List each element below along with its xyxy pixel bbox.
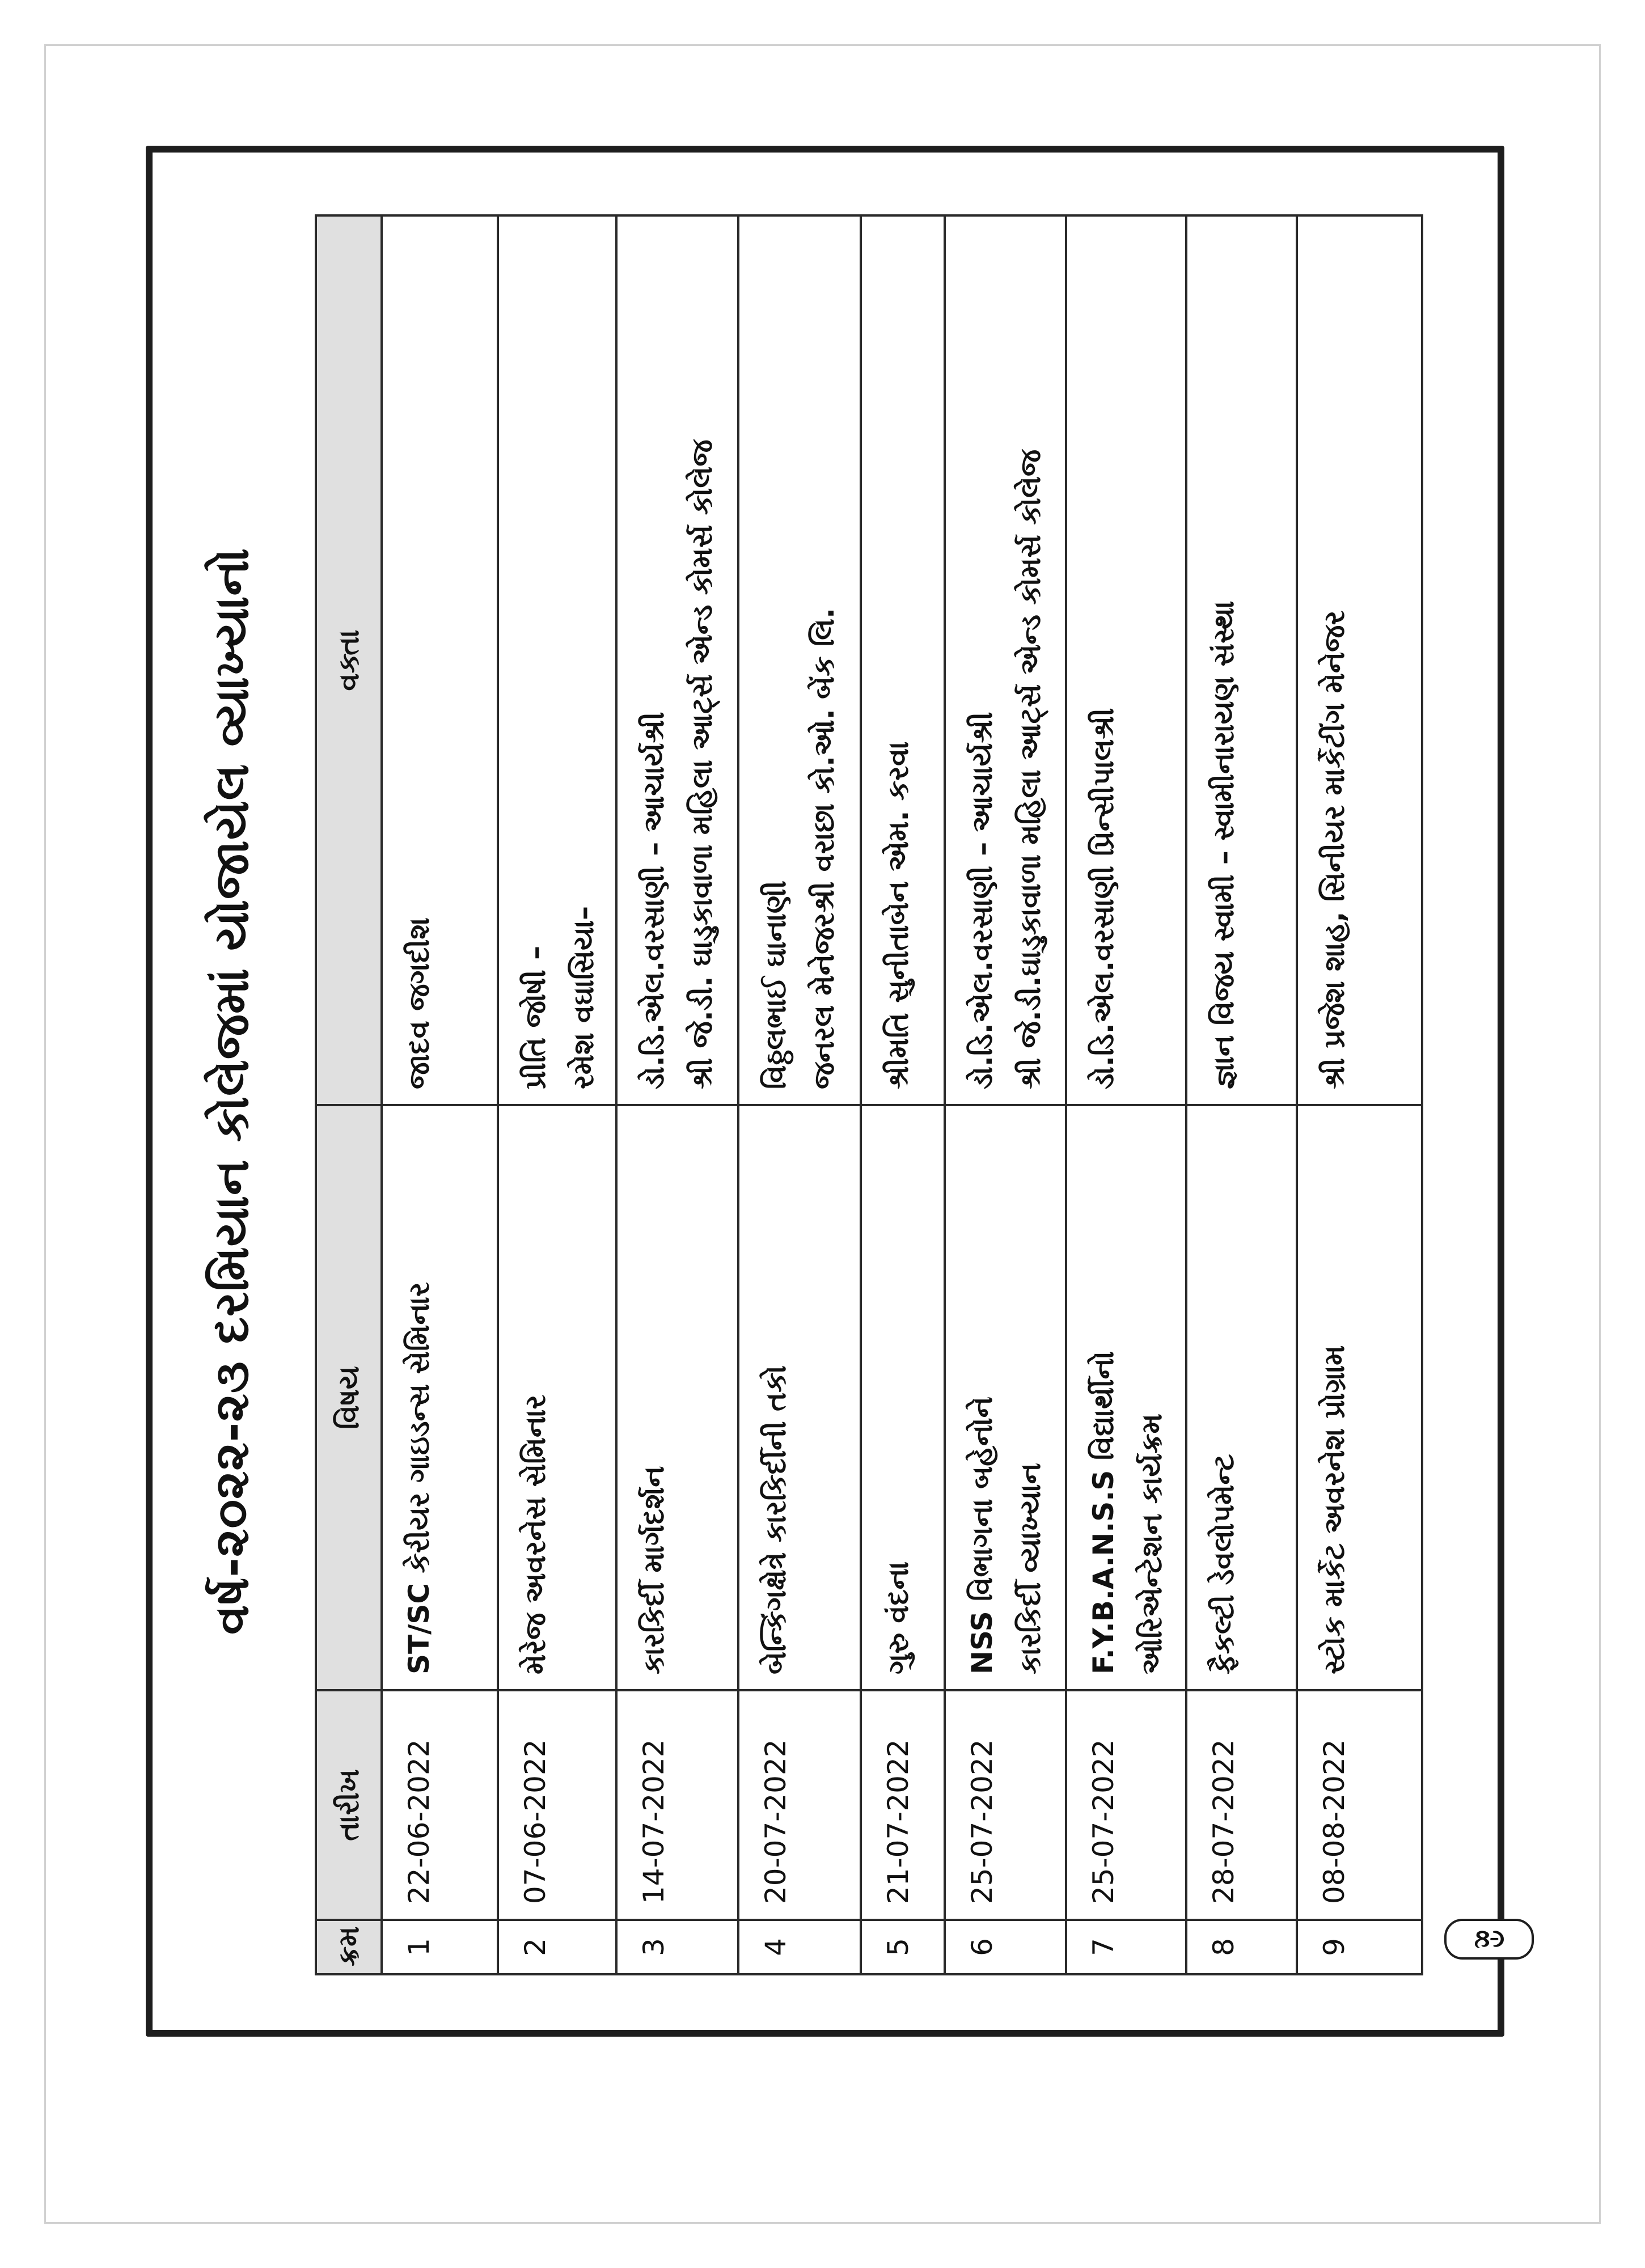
- cell-speaker: [498, 215, 616, 1105]
- cell-date: 25-07-2022: [945, 1690, 1066, 1920]
- cell-subject: [382, 1105, 498, 1690]
- speaker-line: જનરલ મેનેજરશ્રી વરાછા કો.ઓ. બેંક લિ.: [807, 607, 840, 1089]
- subject-line: ફૈકલ્ટી ડેવલોપમેન્ટ: [1207, 1454, 1240, 1674]
- cell-speaker: [945, 215, 1066, 1105]
- cell-subject: [616, 1105, 738, 1690]
- subject-line: NSS વિભાગના બહેનોને: [966, 1397, 999, 1674]
- speaker-line: શ્રી જે.ડી.ઘાડુકાવાળા મહિલા આર્ટ્સ એન્ડ કોમર્સ કોલેજ: [1013, 449, 1047, 1089]
- subject-line: ગુરુ વંદના: [882, 1561, 915, 1674]
- table-row: [1186, 215, 1297, 1974]
- subject-line: F.Y.B.A.N.S.S વિદ્યાર્થીનો: [1087, 1351, 1120, 1674]
- cell-serial: 4: [738, 1920, 861, 1974]
- subject-line: ઓરિએન્ટેશન કાર્યક્રમ: [1135, 1414, 1168, 1674]
- cell-serial: 8: [1186, 1920, 1297, 1974]
- col-header-serial: ક્રમ: [316, 1920, 382, 1974]
- cell-speaker: [738, 215, 861, 1105]
- speaker-line: ડો.ડિ.એલ.વરસાણી પ્રિન્સીપાલશ્રી: [1087, 708, 1120, 1089]
- speaker-line: પ્રીતિ જોષી –: [519, 945, 552, 1089]
- page-title: વર્ષ-૨૦૨૨-૨૩ દરમિયાન કોલેજમાં યોજાયેલ વ્યાખ્યાનો: [204, 547, 259, 1635]
- col-header-date: તારીખ: [316, 1690, 382, 1920]
- table-header-row: [316, 215, 382, 1974]
- subject-line: મેરેજ અવરનેસ સેમિનાર: [519, 1394, 552, 1674]
- speaker-line: જાદવ જગદીશ: [403, 917, 435, 1089]
- cell-serial: 2: [498, 1920, 616, 1974]
- subject-line: કારકિર્દી વ્યાખ્યાન: [1013, 1463, 1047, 1674]
- speaker-line: જ્ઞાન વિજય સ્વામી – સ્વામીનારાયણ સંસ્થા: [1207, 600, 1240, 1089]
- speaker-line: શ્રીમતિ સુનીતાબેન એમ. કરવા: [882, 741, 915, 1089]
- table-row: [1066, 215, 1186, 1974]
- cell-subject: [1186, 1105, 1297, 1690]
- cell-date: 22-06-2022: [382, 1690, 498, 1920]
- speaker-line: શ્રી જે.ડી. ઘાડુકાવાળા મહિલા આર્ટ્સ એન્ડ કોમર્સ કોલેજ: [685, 439, 718, 1089]
- table-row: [382, 215, 498, 1974]
- cell-subject: [738, 1105, 861, 1690]
- col-header-speaker: વક્તા: [316, 215, 382, 1105]
- cell-date: 14-07-2022: [616, 1690, 738, 1920]
- table-row: [861, 215, 945, 1974]
- cell-speaker: [1186, 215, 1297, 1105]
- cell-serial: 9: [1297, 1920, 1422, 1974]
- subject-line: ST/SC કેરીયર ગાઇડન્સ સેમિનાર: [403, 1282, 435, 1674]
- table-row: [1297, 215, 1422, 1974]
- cell-serial: 1: [382, 1920, 498, 1974]
- table-row: [945, 215, 1066, 1974]
- cell-date: 20-07-2022: [738, 1690, 861, 1920]
- speaker-line: વિઠ્ઠલભાઈ ઘાનાણી: [759, 881, 792, 1089]
- cell-subject: [861, 1105, 945, 1690]
- cell-serial: 5: [861, 1920, 945, 1974]
- cell-speaker: [1297, 215, 1422, 1105]
- rotated-content: [153, 153, 1504, 2030]
- lectures-table: [315, 214, 1423, 1975]
- cell-date: 07-06-2022: [498, 1690, 616, 1920]
- cell-speaker: [861, 215, 945, 1105]
- col-header-subject: વિષય: [316, 1105, 382, 1690]
- cell-speaker: [616, 215, 738, 1105]
- cell-subject: [498, 1105, 616, 1690]
- cell-date: 21-07-2022: [861, 1690, 945, 1920]
- cell-subject: [1297, 1105, 1422, 1690]
- cell-serial: 7: [1066, 1920, 1186, 1974]
- cell-date: 28-07-2022: [1186, 1690, 1297, 1920]
- cell-subject: [945, 1105, 1066, 1690]
- speaker-line: ડો.ડિ.એલ.વરસાણી – આચાર્યશ્રી: [637, 712, 670, 1089]
- subject-line: બેન્કિંગક્ષેત્રે કારકિર્દીની તકો: [759, 1365, 792, 1674]
- subject-line: સ્ટોક માર્કેટ અવરનેશ પ્રોગ્રામ: [1318, 1345, 1351, 1674]
- speaker-line: ડો.ડિ.એલ.વરસાણી – આચાર્યશ્રી: [966, 712, 999, 1089]
- cell-serial: 6: [945, 1920, 1066, 1974]
- cell-date: 08-08-2022: [1297, 1690, 1422, 1920]
- cell-speaker: [1066, 215, 1186, 1105]
- cell-speaker: [382, 215, 498, 1105]
- page-number-badge: [1444, 1919, 1534, 1960]
- speaker-line: રમેશ વઘાસિયા–: [566, 905, 600, 1089]
- cell-subject: [1066, 1105, 1186, 1690]
- table-row: [616, 215, 738, 1974]
- subject-line: કારકિર્દી માર્ગદર્શન: [637, 1466, 670, 1674]
- speaker-line: શ્રી પ્રજેશ શાહ, સિનીયર માર્કેટીંગ મેનેજર: [1318, 610, 1351, 1089]
- table-row: [498, 215, 616, 1974]
- cell-serial: 3: [616, 1920, 738, 1974]
- table-row: [738, 215, 861, 1974]
- page-number: ૯૪: [1474, 1924, 1504, 1954]
- cell-date: 25-07-2022: [1066, 1690, 1186, 1920]
